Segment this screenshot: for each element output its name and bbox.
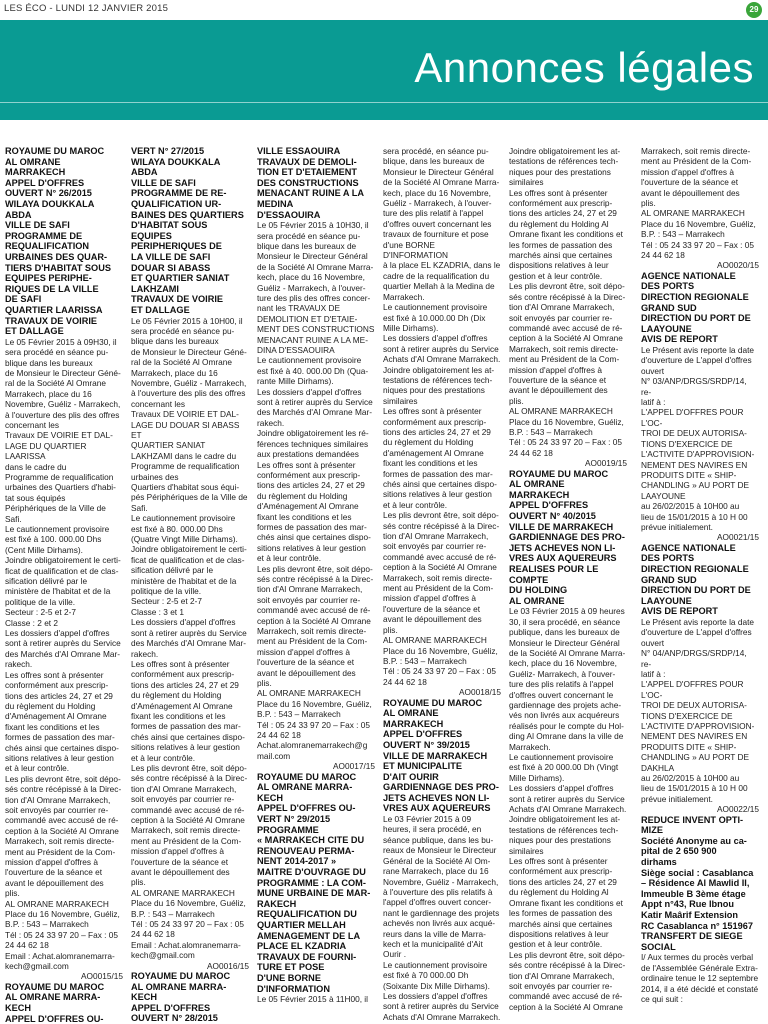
announcement-heading: ROYAUME DU MAROC AL OMRANE MARRA- KECH APPEL D'OFFRES OUVERT N° 28/2015 [131,971,231,1024]
announcement-body: Marrakech, soit remis directe- ment au Président de la Com- mission d'appel d'offres à l'ouverture de la séance et avant le dépouillement des plis. AL OMRANE MARRAKECH Place du 16 Novembre, Guéliz, B.P. : 543 – Marrakech Tél : 05 24 33 97 20 – Fax : 05 24 44 62 18 [641,146,756,261]
column-5 [509,146,627,1012]
announcement-heading: AGENCE NATIONALE DES PORTS DIRECTION REGIONALE GRAND SUD DIRECTION DU PORT DE LAAYOUNE AVIS DE REPORT [641,270,751,345]
announcement-body: Le 05 Février 2015 à 10H00, il sera procédé en séance pu- blique dans les bureaux de Monsieur le Directeur Géné- ral de la Société Al Omrane Marrakech, place du 16 Novembre, Guéliz - Marrakech, à l'ouverture des plis des offres concernant les Travaux DE VOIRIE ET DAL- LAGE DU DOUAR SI ABASS ET QUARTIER SANIAT LAKHZAMI dans le cadre du Programme de requalification urbaines des Quartiers d'habitat sous équi- pés Périphériques de la Ville de Safi. Le cautionnement provisoire est fixé à 80. 000.00 Dhs (Quatre Vingt Mille Dirhams). Joindre obligatoirement le certi- ficat de qualification et de clas- sification délivré par le ministère de l'habitat et de la politique de la ville. Secteur : 2-5 et 2-7 Classe : 3 et 1 Les dossiers d'appel d'offres sont à retirer auprès du Service des Marchés d'Al Omrane Mar- rakech. Les offres sont à présenter conformément aux prescrip- tions des articles 24, 27 et 29 du règlement du Holding d'Aménagement Al Omrane fixant les conditions et les formes de passation des mar- chés ainsi que certaines dispo- sitions relatives à leur gestion et à leur contrôle. Les plis devront être, soit dépo- sés contre récépissé à la Direc- tion d'Al Omrane Marrakech, soit envoyés par courrier re- commandé avec accusé de ré- ception à la Société Al Omrane Marrakech, soit remis directe- ment au Président de la Com- mission d'appel d'offres à l'ouverture de la séance et avant le dépouillement des plis. AL OMRANE MARRAKECH Place du 16 Novembre, Guéliz, B.P. : 543 – Marrakech Tél : 05 24 33 97 20 – Fax : 05 24 44 62 18 Email : Achat.alomranemarra- kech@gmail.com [131,315,248,961]
announcement-body: Le Présent avis reporte la date d'ouverture de L'appel d'offres ouvert N° 03/ANP/DRGS/SRDP/14, re- latif à : L'APPEL D'OFFRES POUR L'OC- TROI DE DEUX AUTORISA- TIONS D'EXERCICE DE L'ACTIVITE D'APPROVISION- NEMENT DES NAVIRES EN PRODUITS DITE « SHIP- CHANDLING » AU PORT DE LAAYOUNE au 26/02/2015 à 10H00 au lieu de 15/01/2015 à 10 H 00 prévue initialement. [641,345,755,532]
column-1 [5,146,123,1024]
announcement-body: Le 03 Février 2015 à 09 heures 30, il sera procédé, en séance publique, dans les bureaux de Monsieur le Directeur Général de la Société Al Omrane Marra- kech, place du 16 Novembre, Guéliz- Marrakech, à l'ouver- ture des plis relatifs à l'appel d'offres ouvert concernant le gardiennage des projets ache- vés non livrés aux acquéreurs réalisés pour le compte du Hol- ding Al Omrane dans la ville de Marrakech. Le cautionnement provisoire est fixé à 20 000.00 Dh (Vingt Mille Dirhams). Les dossiers d'appel d'offres sont à retirer auprès du Service Achats d'Al Omrane Marrakech. Joindre obligatoirement les at- testations de références tech- niques pour des prestations similaires Les offres sont à présenter conformément aux prescrip- tions des articles 24, 27 et 29 du règlement du Holding Al Omrane fixant les conditions et les formes de passation des marchés ainsi que certaines dispositions relatives à leur gestion et à leur contrôle. Les plis devront être, soit dépo- sés contre récépissé à la Direc- tion d'Al Omrane Marrakech, soit envoyés par courrier re- commandé avec accusé de ré- ception à la Société Al Omrane [509,606,627,1012]
announcement-body: Le 05 Février 2015 à 10H30, il sera procédé en séance pu- blique dans les bureaux de Monsieur le Directeur Général de la Société Al Omrane Marra- kech, place du 16 Novembre, Guéliz - Marrakech, à l'ouver- ture des plis des offres concer- nant les TRAVAUX DE DEMOLITION ET D'ETAIE- MENT DES CONSTRUCTIONS MENACANT RUINE A LA ME- DINA D'ESSAOUIRA Le cautionnement provisoire est fixé à 40. 000.00 Dh (Qua- rante Mille Dirhams). Les dossiers d'appel d'offres sont à retirer auprès du Service des Marchés d'Al Omrane Mar- rakech. Joindre obligatoirement les ré- férences techniques similaires aux prestations demandées Les offres sont à présenter conformément aux prescrip- tions des articles 24, 27 et 29 du règlement du Holding d'Aménagement Al Omrane fixant les conditions et les formes de passation des mar- chés ainsi que certaines dispo- sitions relatives à leur gestion et à leur contrôle. Les plis devront être, soit dépo- sés contre récépissé à la Direc- tion d'Al Omrane Marrakech, soit envoyés par courrier re- commandé avec accusé de ré- ception à la Société Al Omrane Marrakech, soit remis directe- ment au Président de la Com- mission d'appel d'offres à l'ouverture de la séance et avant le dépouillement des plis. AL OMRANE MARRAKECH Place du 16 Novembre, Guéliz, B.P. : 543 – Marrakech Tél : 05 24 33 97 20 – Fax : 05 24 44 62 18 Achat.alomranemarrakech@g mail.com [257,220,375,761]
column-2 [131,146,249,1024]
announcement-body: Le 05 Février 2015 à 11H00, il [257,994,368,1005]
header-publication-date: LES ÉCO - LUNDI 12 JANVIER 2015 [4,3,169,14]
column-4 [383,146,501,1022]
announcement-body: Le Présent avis reporte la date d'ouverture de L'appel d'offres ouvert N° 04/ANP/DRGS/SRDP/14, re- latif à : L'APPEL D'OFFRES POUR L'OC- TROI DE DEUX AUTORISA- TIONS D'EXERCICE DE L'ACTIVITE D'APPROVISION- NEMENT DES NAVIRES EN PRODUITS DITE « SHIP- CHANDLING » AU PORT DE DAKHLA au 26/02/2015 à 10H00 au lieu de 15/01/2015 à 10 H 00 prévue initialement. [641,616,755,804]
announcement-heading: ROYAUME DU MAROC AL OMRANE MARRA- KECH APPEL D'OFFRES OU- [5,981,105,1024]
announcement-reference: AO0017/15 [333,761,375,772]
announcement-reference: AO0018/15 [459,687,501,698]
column-3 [257,146,375,1005]
announcement-body: Le 05 Février 2015 à 09H30, il sera procédé en séance pu- blique dans les bureaux de Monsieur le Directeur Géné- ral de la Société Al Omrane Marrakech, place du 16 Novembre, Guéliz - Marrakech, à l'ouverture des plis des offres concernant les Travaux DE VOIRIE ET DAL- LAGE DU QUARTIER LAARISSA dans le cadre du Programme de requalification urbaines des Quartiers d'habi- tat sous équipés Périphériques de la Ville de Safi. Le cautionnement provisoire est fixé à 100. 000.00 Dhs (Cent Mille Dirhams). Joindre obligatoirement le certi- ficat de qualification et de clas- sification délivré par le ministère de l'habitat et de la politique de la ville. Secteur : 2-5 et 2-7 Classe : 2 et 2 Les dossiers d'appel d'offres sont à retirer auprès du Service des Marchés d'Al Omrane Mar- rakech. Les offres sont à présenter conformément aux prescrip- tions des articles 24, 27 et 29 du règlement du Holding d'Aménagement Al Omrane fixant les conditions et les formes de passation des mar- chés ainsi que certaines dispo- sitions relatives à leur gestion et à leur contrôle. Les plis devront être, soit dépo- sés contre récépissé à la Direc- tion d'Al Omrane Marrakech, soit envoyés par courrier re- commandé avec accusé de ré- ception à la Société Al Omrane Marrakech, soit remis directe- ment au Président de la Com- mission d'appel d'offres à l'ouverture de la séance et avant le dépouillement des plis. AL OMRANE MARRAKECH Place du 16 Novembre, Guéliz, B.P. : 543 – Marrakech Tél : 05 24 33 97 20 – Fax : 05 24 44 62 18 Email : Achat.alomranemarra- kech@gmail.com [5,336,122,972]
announcement-heading: ROYAUME DU MAROC AL OMRANE MARRAKECH APPEL D'OFFRES OUVERT N° 40/2015 VILLE DE MARRAKECH GARDIENNAGE DES PRO- JETS ACHEVES NON LI- VRES AUX AQUEREURS REALISES POUR LE COMPTE DU HOLDING AL OMRANE [509,468,625,606]
announcement-reference: AO0016/15 [207,960,249,971]
announcement-heading: ROYAUME DU MAROC AL OMRANE MARRA- KECH APPEL D'OFFRES OU- VERT N° 29/2015 PROGRAMME « MARRAKECH CITE DU RENOUVEAU PERMA- NENT 2014-2017 » MAITRE D'OUVRAGE DU PROGRAMME : LA COM- MUNE URBAINE DE MAR- RAKECH REQUALIFICATION DU QUARTIER MELLAH AMENAGEMENT DE LA PLACE EL KZADRIA TRAVAUX DE FOURNI- TURE ET POSE D'UNE BORNE D'INFORMATION [257,771,371,994]
announcement-heading: ROYAUME DU MAROC AL OMRANE MARRAKECH APPEL D'OFFRES OUVERT N° 26/2015 WILAYA DOUKKALA ABDA VILLE DE SAFI PROGRAMME DE REQUALIFICATION URBAINES DES QUAR- TIERS D'HABITAT SOUS EQUIPES PERIPHE- RIQUES DE LA VILLE DE SAFI QUARTIER LAARISSA TRAVAUX DE VOIRIE ET DALLAGE [5,146,111,337]
announcement-heading: VERT N° 27/2015 WILAYA DOUKKALA ABDA VILLE DE SAFI PROGRAMME DE RE- QUALIFICATION UR- BAINES DES QUARTIERS D'HABITAT SOUS EQUIPES PERIPHERIQUES DE LA VILLE DE SAFI DOUAR SI ABASS ET QUARTIER SANIAT LAKHZAMI TRAVAUX DE VOIRIE ET DALLAGE [131,146,244,315]
announcement-reference: AO0021/15 [717,532,759,543]
announcement-reference: AO0022/15 [717,804,759,815]
page-number-badge: 29 [746,2,762,18]
announcement-heading: VILLE ESSAOUIRA TRAVAUX DE DEMOLI- TION ET D'ETAIEMENT DES CONSTRUCTIONS MENACANT RUINE A LA MEDINA D'ESSAOUIRA [257,146,365,220]
section-banner [0,20,768,120]
announcement-reference: AO0020/15 [717,260,759,271]
announcement-heading: ROYAUME DU MAROC AL OMRANE MARRAKECH APPEL D'OFFRES OUVERT N° 39/2015 VILLE DE MARRAKECH ET MUNICIPALITE D'AIT OURIR GARDIENNAGE DES PRO- JETS ACHEVES NON LI- VRES AUX AQUEREURS [383,697,499,814]
announcement-body: Le 03 Février 2015 à 09 heures, il sera procédé, en séance publique, dans les bu- reaux de Monsieur le Directeur Général de la Société Al Om- rane Marrakech, place du 16 Novembre, Guéliz - Marrakech, à l'ouverture des plis relatifs à l'appel d'offres ouvert concer- nant le gardiennage des projets achevés non livrés aux acqué- reurs dans la ville de Marra- kech et la municipalité d'Ait Ourir . Le cautionnement provisoire est fixé à 70 000.00 Dh (Soixante Dix Mille Dirhams). Les dossiers d'appel d'offres sont à retirer auprès du Service Achats d'Al Omrane Marrakech. [383,814,501,1022]
announcement-heading: AGENCE NATIONALE DES PORTS DIRECTION REGIONALE GRAND SUD DIRECTION DU PORT DE LAAYOUNE AVIS DE REPORT [641,542,751,617]
page-header [0,0,768,20]
announcement-body: sera procédé, en séance pu- blique, dans les bureaux de Monsieur le Directeur Général de la Société Al Omrane Marra- kech, place du 16 Novembre, Guéliz - Marrakech, à l'ouver- ture des plis relatif à l'appel d'offres ouvert concernant les travaux de fourniture et pose d'une BORNE D'INFORMATION à la place EL KZADRIA, dans le cadre de la requalification du quartier Mellah à la Medina de Marrakech. Le cautionnement provisoire est fixé à 10.000.00 Dh (Dix Mille Dirhams). Les dossiers d'appel d'offres sont à retirer auprès du Service Achats d'Al Omrane Marrakech. Joindre obligatoirement les at- testations de références tech- niques pour des prestations similaires Les offres sont à présenter conformément aux prescrip- tions des articles 24, 27 et 29 du règlement du Holding d'aménagement Al Omrane fixant les conditions et les formes de passation des mar- chés ainsi que certaines dispo- sitions relatives à leur gestion et à leur contrôle. Les plis devront être, soit dépo- sés contre récépissé à la Direc- tion d'Al Omrane Marrakech, soit envoyés par courrier re- commandé avec accusé de ré- ception à la Société Al Omrane Marrakech, soit remis directe- ment au Président de la Com- mission d'appel d'offres à l'ouverture de la séance et avant le dépouillement des plis. AL OMRANE MARRAKECH Place du 16 Novembre, Guéliz, B.P. : 543 – Marrakech Tél : 05 24 33 97 20 – Fax : 05 24 44 62 18 [383,146,501,687]
column-6 [641,146,759,1004]
announcement-body: I/ Aux termes du procès verbal de l'Assemblée Générale Extra- ordinaire tenue le 12 septembre 2014, il a été décidé et constaté ce qui suit : [641,952,759,1004]
announcement-body: Joindre obligatoirement les at- testations de références tech- niques pour des prestations similaires Les offres sont à présenter conformément aux prescrip- tions des articles 24, 27 et 29 du règlement du Holding Al Omrane fixant les conditions et les formes de passation des marchés ainsi que certaines dispositions relatives à leur gestion et à leur contrôle. Les plis devront être, soit dépo- sés contre récépissé à la Direc- tion d'Al Omrane Marrakech, soit envoyés par courrier re- commandé avec accusé de ré- ception à la Société Al Omrane Marrakech, soit remis directe- ment au Président de la Com- mission d'appel d'offres à l'ouverture de la séance et avant le dépouillement des plis. AL OMRANE MARRAKECH Place du 16 Novembre, Guéliz, B.P. : 543 – Marrakech Tél : 05 24 33 97 20 – Fax : 05 24 44 62 18 [509,146,626,458]
announcement-reference: AO0015/15 [81,971,123,982]
banner-divider [0,102,768,103]
announcement-reference: AO0019/15 [585,458,627,469]
announcement-heading: REDUCE INVENT OPTI- MIZE Société Anonyme au ca- pital de 2 650 900 dirhams Siège social : Casablanca – Résidence Al Mawlid II, Immeuble B 3ème étage Appt n°43, Rue Ibnou Katir Maârif Extension RC Casablanca n° 151967 TRANSFERT DE SIEGE SOCIAL [641,814,754,952]
announcements-columns [5,146,765,1024]
section-title: Annonces légales [414,44,754,91]
